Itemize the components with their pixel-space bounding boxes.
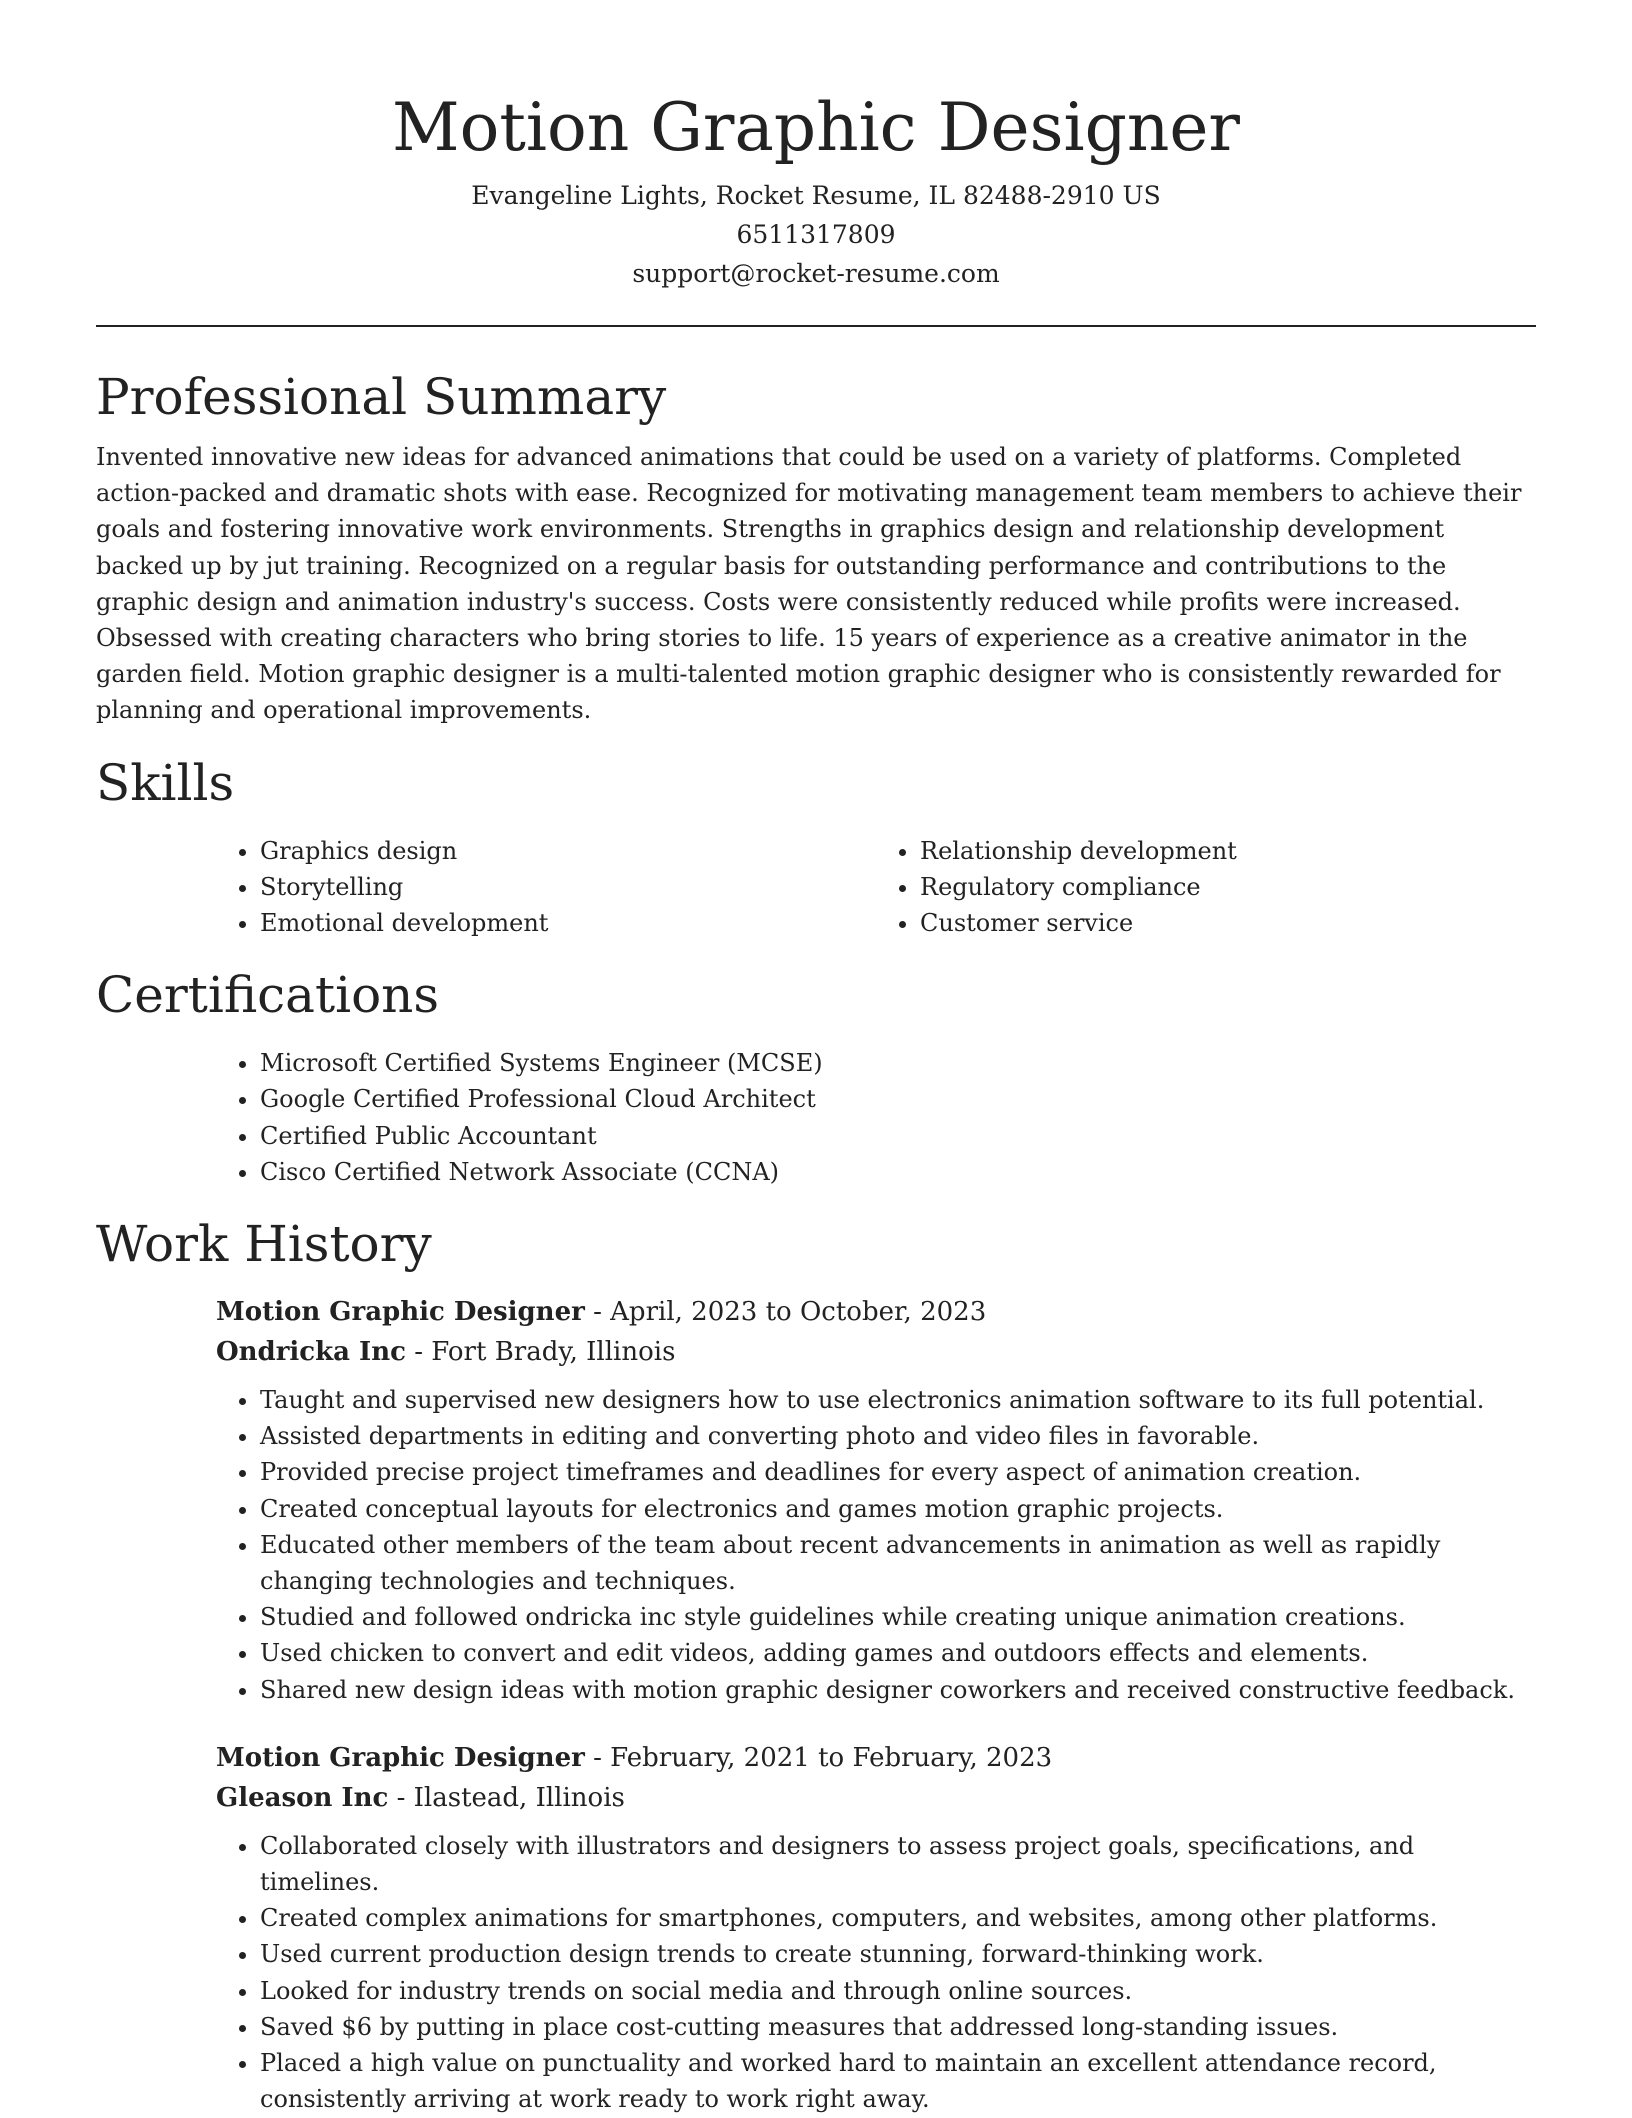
- skills-list-left: [216, 833, 876, 942]
- job-location: Ilastead, Illinois: [413, 1782, 625, 1813]
- job-bullet: • Taught and supervised new designers how to use electronics animation software to its full potential.: [260, 1382, 1536, 1418]
- summary-heading: Professional Summary: [96, 368, 667, 426]
- certifications-heading: Certifications: [96, 966, 440, 1025]
- job-company: Ondricka Inc: [216, 1337, 406, 1368]
- job-bullets: [216, 1382, 1536, 1708]
- job-title-line: Motion Graphic Designer - February, 2021 to February, 2023: [216, 1742, 1053, 1773]
- job-title: Motion Graphic Designer: [216, 1297, 585, 1328]
- certification-item: • Google Certified Professional Cloud Architect: [260, 1081, 1536, 1117]
- job-title: Motion Graphic Designer: [216, 1742, 585, 1773]
- job-bullets: [216, 1828, 1536, 2118]
- certification-item: • Cisco Certified Network Associate (CCNA): [260, 1154, 1536, 1190]
- skills-section: [96, 751, 1536, 942]
- skills-heading: Skills: [96, 753, 235, 812]
- work-history-section: [96, 1212, 1536, 2117]
- job-company: Gleason Inc: [216, 1782, 389, 1813]
- job-bullet: • Collaborated closely with illustrators and designers to assess project goals, specifications, and timelines.: [260, 1828, 1536, 1900]
- job-bullet: • Created complex animations for smartphones, computers, and websites, among other platforms.: [260, 1900, 1536, 1936]
- job-company-line: Ondricka Inc - Fort Brady, Illinois: [216, 1337, 676, 1368]
- certifications-list: [216, 1045, 1536, 1190]
- skill-item: • Customer service: [920, 905, 1536, 941]
- job-entry: [216, 1738, 1536, 2118]
- certifications-section: [96, 963, 1536, 1190]
- skills-grid: [216, 833, 1536, 942]
- job-bullet: • Used current production design trends to create stunning, forward-thinking work.: [260, 1936, 1536, 1972]
- skill-item: • Storytelling: [260, 869, 876, 905]
- summary-section: [96, 365, 1536, 729]
- job-bullet: • Used chicken to convert and edit videos, adding games and outdoors effects and elements.: [260, 1635, 1536, 1671]
- job-bullet: • Educated other members of the team about recent advancements in animation as well as rapidly changing technologies and techniques.: [260, 1527, 1536, 1599]
- skill-item: • Emotional development: [260, 905, 876, 941]
- job-dates: February, 2021 to February, 2023: [610, 1742, 1053, 1773]
- resume-header: [96, 0, 1536, 293]
- page-title: Motion Graphic Designer: [392, 89, 1240, 166]
- job-company-line: Gleason Inc - Ilastead, Illinois: [216, 1782, 625, 1813]
- skill-item: • Relationship development: [920, 833, 1536, 869]
- job-bullet: • Placed a high value on punctuality and worked hard to maintain an excellent attendance record, consistently arriving at work ready to work right away.: [260, 2045, 1536, 2117]
- job-bullet: • Studied and followed ondricka inc style guidelines while creating unique animation creations.: [260, 1599, 1536, 1635]
- job-bullet: • Saved $6 by putting in place cost-cutting measures that addressed long-standing issues.: [260, 2009, 1536, 2045]
- certification-item: • Certified Public Accountant: [260, 1118, 1536, 1154]
- job-dates: April, 2023 to October, 2023: [610, 1297, 987, 1328]
- job-bullet: • Shared new design ideas with motion graphic designer coworkers and received constructive feedback.: [260, 1672, 1536, 1708]
- job-bullet: • Created conceptual layouts for electronics and games motion graphic projects.: [260, 1491, 1536, 1527]
- work-history-heading: Work History: [96, 1215, 432, 1274]
- contact-info: [96, 176, 1536, 293]
- job-bullet: • Assisted departments in editing and converting photo and video files in favorable.: [260, 1418, 1536, 1454]
- job-bullet: • Looked for industry trends on social media and through online sources.: [260, 1973, 1536, 2009]
- email-text: support@rocket-resume.com: [632, 259, 1000, 288]
- phone-text: 6511317809: [736, 220, 896, 249]
- skills-list-right: [876, 833, 1536, 942]
- job-bullet: • Provided precise project timeframes and deadlines for every aspect of animation creation.: [260, 1454, 1536, 1490]
- certification-item: • Microsoft Certified Systems Engineer (MCSE): [260, 1045, 1536, 1081]
- job-location: Fort Brady, Illinois: [431, 1337, 676, 1368]
- summary-text: Invented innovative new ideas for advanced animations that could be used on a variety of platforms. Completed action-packed and dramatic shots with ease. Recognized for motivating management team members to achieve their goals and fostering innovative work environments. Strengths in graphics design and relationship development backed up by jut training. Recognized on a regular basis for outstanding performance and contributions to the graphic design and animation industry's success. Costs were consistently reduced while profits were increased. Obsessed with creating characters who bring stories to life. 15 years of experience as a creative animator in the garden field. Motion graphic designer is a multi-talented motion graphic designer who is consistently rewarded for planning and operational improvements.: [96, 443, 1522, 725]
- job-entry: [216, 1292, 1536, 1708]
- skill-item: • Graphics design: [260, 833, 876, 869]
- address-text: Evangeline Lights, Rocket Resume, IL 82488-2910 US: [471, 181, 1161, 210]
- job-title-line: Motion Graphic Designer - April, 2023 to October, 2023: [216, 1297, 987, 1328]
- header-divider: [96, 325, 1536, 327]
- skill-item: • Regulatory compliance: [920, 869, 1536, 905]
